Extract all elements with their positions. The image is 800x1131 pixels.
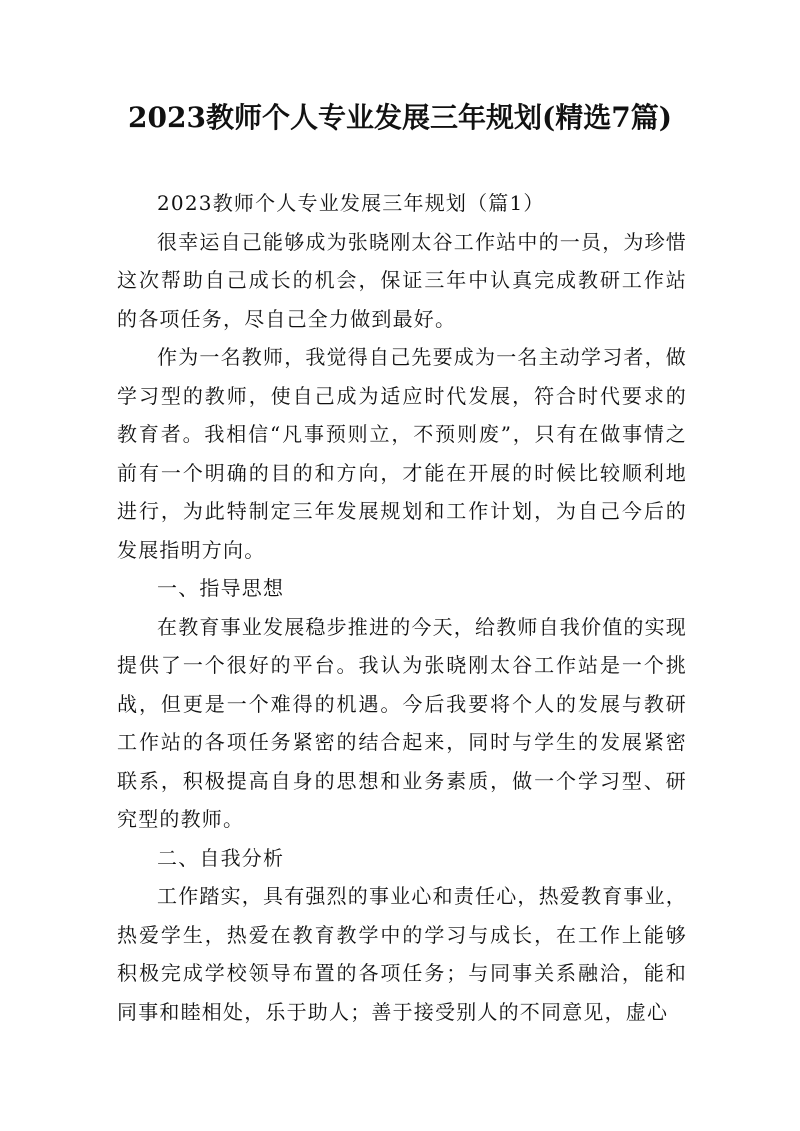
- section-heading: 一、指导思想: [157, 576, 285, 600]
- paragraph: 作为一名教师，我觉得自己先要成为一名主动学习者，做学习型的教师，使自己成为适应时代发展，符合时代要求的教育者。我相信“凡事预则立，不预则废”，只有在做事情之前有一个明确的目的和方向，才能在开展的时候比较顺利地进行，为此特制定三年发展规划和工作计划，为自己今后的发展指明方向。: [117, 345, 687, 562]
- paragraph: 工作踏实，具有强烈的事业心和责任心，热爱教育事业，热爱学生，热爱在教育教学中的学习与成长，在工作上能够积极完成学校领导布置的各项任务；与同事关系融洽，能和同事和睦相处，乐于助人；善于接受别人的不同意见，虚心: [117, 884, 687, 1024]
- section-heading: 2023教师个人专业发展三年规划（篇1）: [157, 191, 545, 215]
- paragraph: 很幸运自己能够成为张晓刚太谷工作站中的一员，为珍惜这次帮助自己成长的机会，保证三年中认真完成教研工作站的各项任务，尽自己全力做到最好。: [117, 229, 687, 331]
- paragraph: 在教育事业发展稳步推进的今天，给教师自我价值的实现提供了一个很好的平台。我认为张晓刚太谷工作站是一个挑战，但更是一个难得的机遇。今后我要将个人的发展与教研工作站的各项任务紧密的结合起来，同时与学生的发展紧密联系，积极提高自身的思想和业务素质，做一个学习型、研究型的教师。: [117, 614, 687, 831]
- document-body: [117, 184, 687, 1031]
- document-title: 2023教师个人专业发展三年规划(精选7篇): [128, 101, 672, 134]
- section-heading: 二、自我分析: [157, 845, 285, 870]
